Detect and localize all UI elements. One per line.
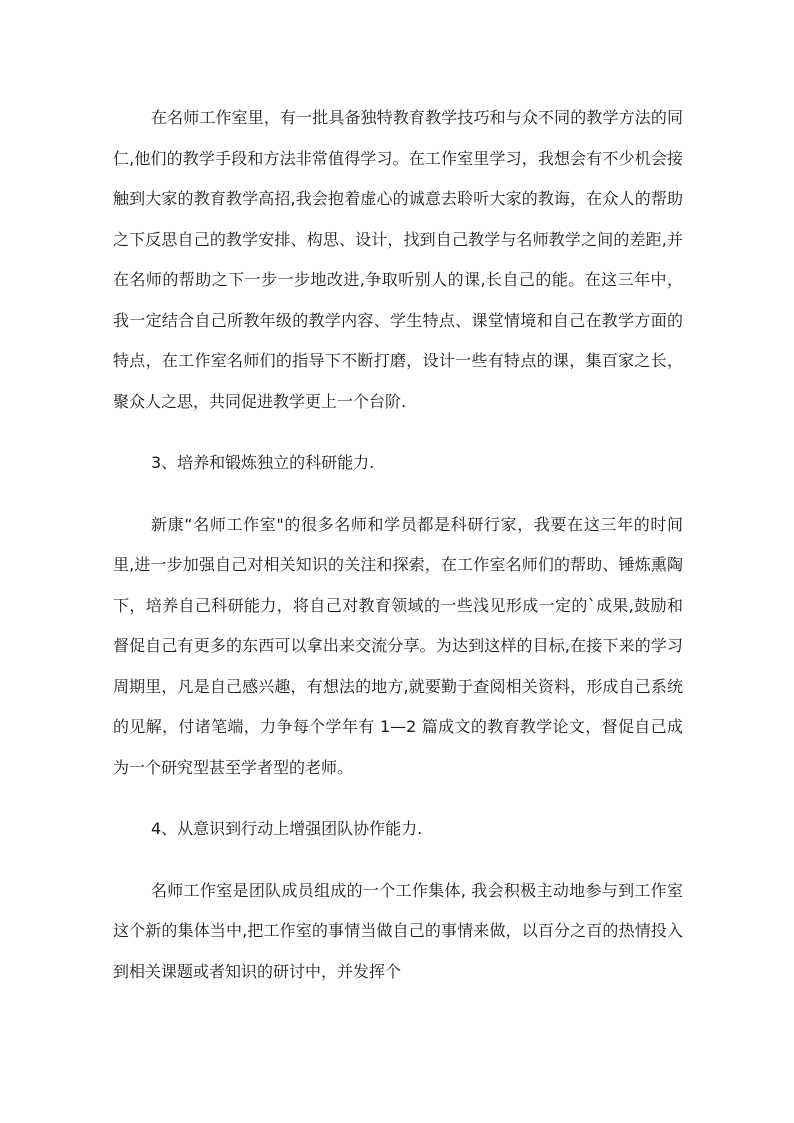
- paragraph-master-studio-learning: 在名师工作室里，有一批具备独特教育教学技巧和与众不同的教学方法的同仁,他们的教学手段和方法非常值得学习。在工作室里学习，我想会有不少机会接触到大家的教育教学高招,我会抱着虚心的诚意去聆听大家的教诲，在众人的帮助之下反思自己的教学安排、构思、设计，找到自己教学与名师教学之间的差距,并在名师的帮助之下一步一步地改进,争取听别人的课,长自己的能。在这三年中，我一定结合自己所教年级的教学内容、学生特点、课堂情境和自己在教学方面的特点，在工作室名师们的指导下不断打磨，设计一些有特点的课，集百家之长，聚众人之思，共同促进教学更上一个台阶.: [113, 108, 683, 411]
- paragraph-team-collaboration: 名师工作室是团队成员组成的一个工作集体, 我会积极主动地参与到工作室这个新的集体当中,把工作室的事情当做自己的事情来做，以百分之百的热情投入到相关课题或者知识的研讨中，并发挥个: [113, 880, 683, 981]
- section-heading-team-collaboration: 4、从意识到行动上增强团队协作能力.: [151, 819, 423, 838]
- document-page: [113, 98, 683, 992]
- paragraph-research-ability: 新康“名师工作室"的很多名师和学员都是科研行家，我要在这三年的时间里,进一步加强自己对相关知识的关注和探索，在工作室名师们的帮助、锤炼熏陶下，培养自己科研能力，将自己对教育领域的一些浅见形成一定的`成果,鼓励和督促自己有更多的东西可以拿出来交流分享。为达到这样的目标,在接下来的学习周期里，凡是自己感兴趣，有想法的地方,就要勤于查阅相关资料，形成自己系统的见解，付诸笔端，力争每个学年有 1—2 篇成文的教育教学论文，督促自己成为一个研究型甚至学者型的老师。: [113, 514, 683, 777]
- section-heading-research-ability: 3、培养和锻炼独立的科研能力.: [151, 453, 375, 472]
